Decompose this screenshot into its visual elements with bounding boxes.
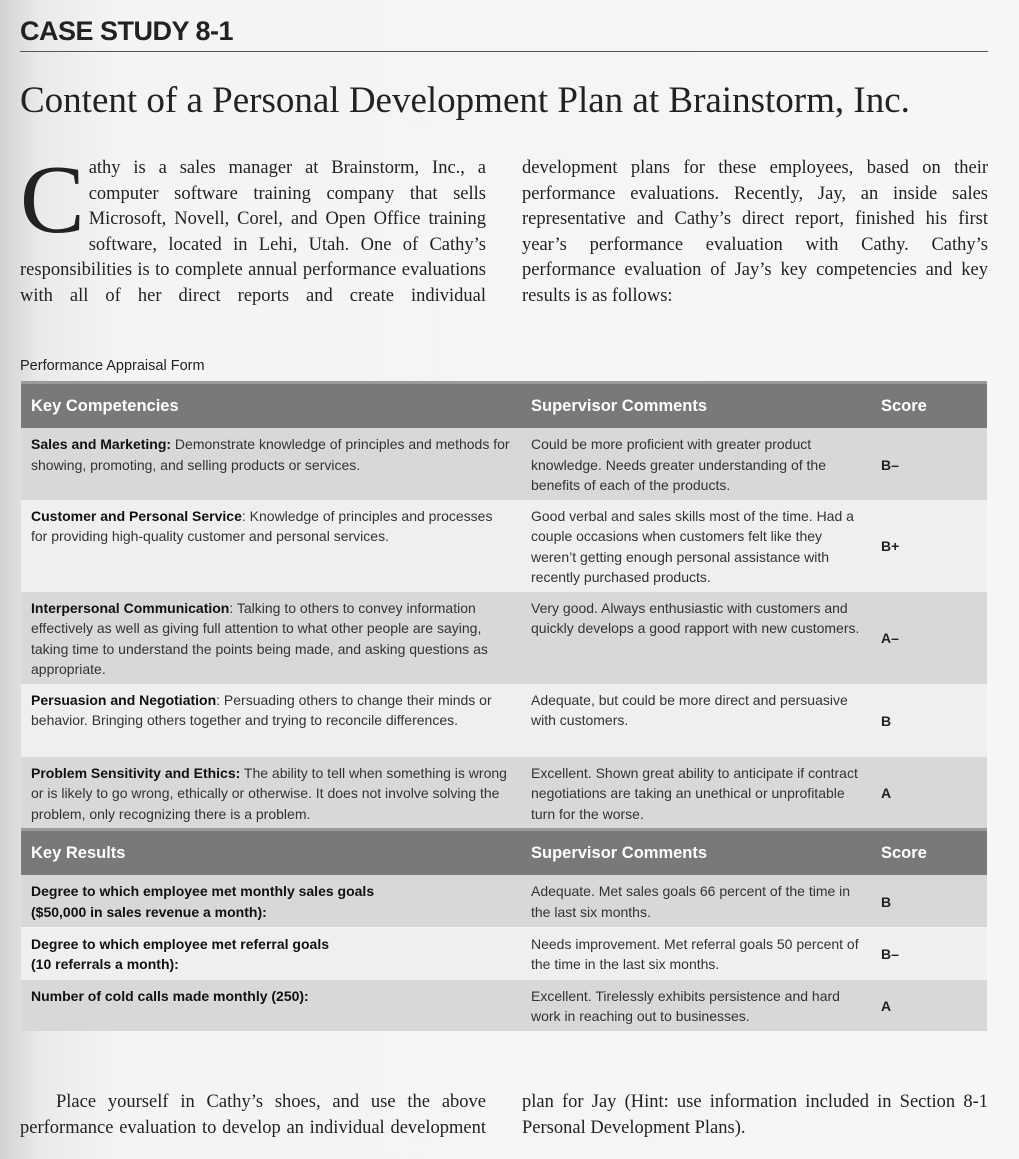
table-row	[21, 875, 987, 927]
competency-name: Problem Sensitivity and Ethics:	[31, 764, 241, 781]
result-cell	[21, 875, 521, 927]
result-cell	[21, 979, 521, 1031]
comment-cell: Needs improvement. Met referral goals 50 percent of the time in the last six months.	[521, 927, 871, 979]
comment-cell: Adequate. Met sales goals 66 percent of the time in the last six months.	[521, 875, 871, 927]
score-cell: B	[871, 684, 987, 757]
score-cell: B+	[871, 500, 987, 592]
table-row	[21, 428, 987, 500]
table-row	[21, 927, 987, 979]
table-row	[21, 684, 987, 757]
comment-cell: Adequate, but could be more direct and persuasive with customers.	[521, 684, 871, 757]
competency-name: Interpersonal Communication	[31, 599, 230, 616]
result-line: Number of cold calls made monthly (250):	[31, 987, 309, 1004]
score-cell: B	[871, 875, 987, 927]
table-row	[21, 592, 987, 684]
table-row	[21, 500, 987, 592]
competency-name: Customer and Personal Service	[31, 507, 242, 524]
table-row	[21, 757, 987, 830]
competency-cell	[21, 500, 521, 592]
intro-text	[20, 146, 988, 309]
column-header: Score	[871, 383, 987, 429]
column-header: Supervisor Comments	[521, 830, 871, 876]
result-cell	[21, 927, 521, 979]
competencies-header-row	[21, 383, 987, 429]
outro-text	[20, 1090, 988, 1141]
column-header: Score	[871, 830, 987, 876]
score-cell: B–	[871, 927, 987, 979]
table-row	[21, 979, 987, 1031]
comment-cell: Could be more proficient with greater product knowledge. Needs greater understanding of the benefits of each of the products.	[521, 428, 871, 500]
performance-appraisal-table	[21, 381, 987, 1031]
competency-cell	[21, 757, 521, 830]
drop-cap: C	[20, 146, 85, 253]
result-line: Degree to which employee met referral goals	[31, 935, 329, 952]
competency-description: : Talking to others to convey information effectively as well as giving full attention to what other people are saying, taking time to understand the points being made, and asking questions as appropriate.	[31, 599, 488, 677]
score-cell: A	[871, 979, 987, 1031]
competency-description: Demonstrate knowledge of principles and methods for showing, promoting, and selling products or services.	[31, 436, 510, 473]
competency-cell	[21, 428, 521, 500]
result-line: ($50,000 in sales revenue a month):	[31, 903, 267, 920]
competency-cell	[21, 592, 521, 684]
comment-cell: Excellent. Tirelessly exhibits persistence and hard work in reaching out to businesses.	[521, 979, 871, 1031]
column-header: Key Results	[21, 830, 521, 876]
case-study-label: CASE STUDY 8-1	[20, 16, 234, 46]
result-line: (10 referrals a month):	[31, 956, 179, 972]
competency-name: Persuasion and Negotiation	[31, 691, 217, 708]
result-line: Degree to which employee met monthly sales goals	[31, 883, 375, 899]
competency-description: : Persuading others to change their minds or behavior. Bringing others together and trying to reconcile differences.	[31, 691, 492, 728]
comment-cell: Very good. Always enthusiastic with customers and quickly develops a good rapport with new customers.	[521, 592, 871, 684]
comment-cell: Good verbal and sales skills most of the time. Had a couple occasions when customers felt like they weren’t getting enough personal assistance with recently purchased products.	[521, 500, 871, 592]
score-cell: B–	[871, 428, 987, 500]
score-cell: A	[871, 757, 987, 830]
comment-cell: Excellent. Shown great ability to anticipate if contract negotiations are taking an unethical or unprofitable turn for the worse.	[521, 757, 871, 830]
competency-cell	[21, 684, 521, 757]
column-header: Supervisor Comments	[521, 383, 871, 429]
competency-description: : Knowledge of principles and processes for providing high-quality customer and personal services.	[31, 507, 493, 544]
header-rule	[20, 51, 988, 52]
form-label: Performance Appraisal Form	[20, 358, 205, 374]
score-cell: A–	[871, 592, 987, 684]
competency-description: The ability to tell when something is wrong or is likely to go wrong, ethically or otherwise. It does not involve solving the problem, only recognizing there is a problem.	[31, 764, 507, 822]
page-title: Content of a Personal Development Plan at Brainstorm, Inc.	[20, 80, 910, 121]
outro-paragraph: Place yourself in Cathy’s shoes, and use the above performance evaluation to develop an individual development plan for Jay (Hint: use information included in Section 8-1 Personal Development Plans).	[20, 1092, 988, 1138]
intro-paragraph: athy is a sales manager at Brainstorm, Inc., a computer software training company that sells Microsoft, Novell, Corel, and Open Office training software, located in Lehi, Utah. One of Cathy’s responsibilities is to complete annual performance evaluations with all of her direct reports and create individual development plans for these employees, based on their performance evaluations. Recently, Jay, an inside sales representative and Cathy’s direct report, finished his first year’s performance evaluation with Cathy. Cathy’s performance evaluation of Jay’s key competencies and key results is as follows:	[20, 158, 988, 306]
competency-name: Sales and Marketing:	[31, 436, 172, 452]
results-header-row	[21, 830, 987, 876]
column-header: Key Competencies	[21, 383, 521, 429]
